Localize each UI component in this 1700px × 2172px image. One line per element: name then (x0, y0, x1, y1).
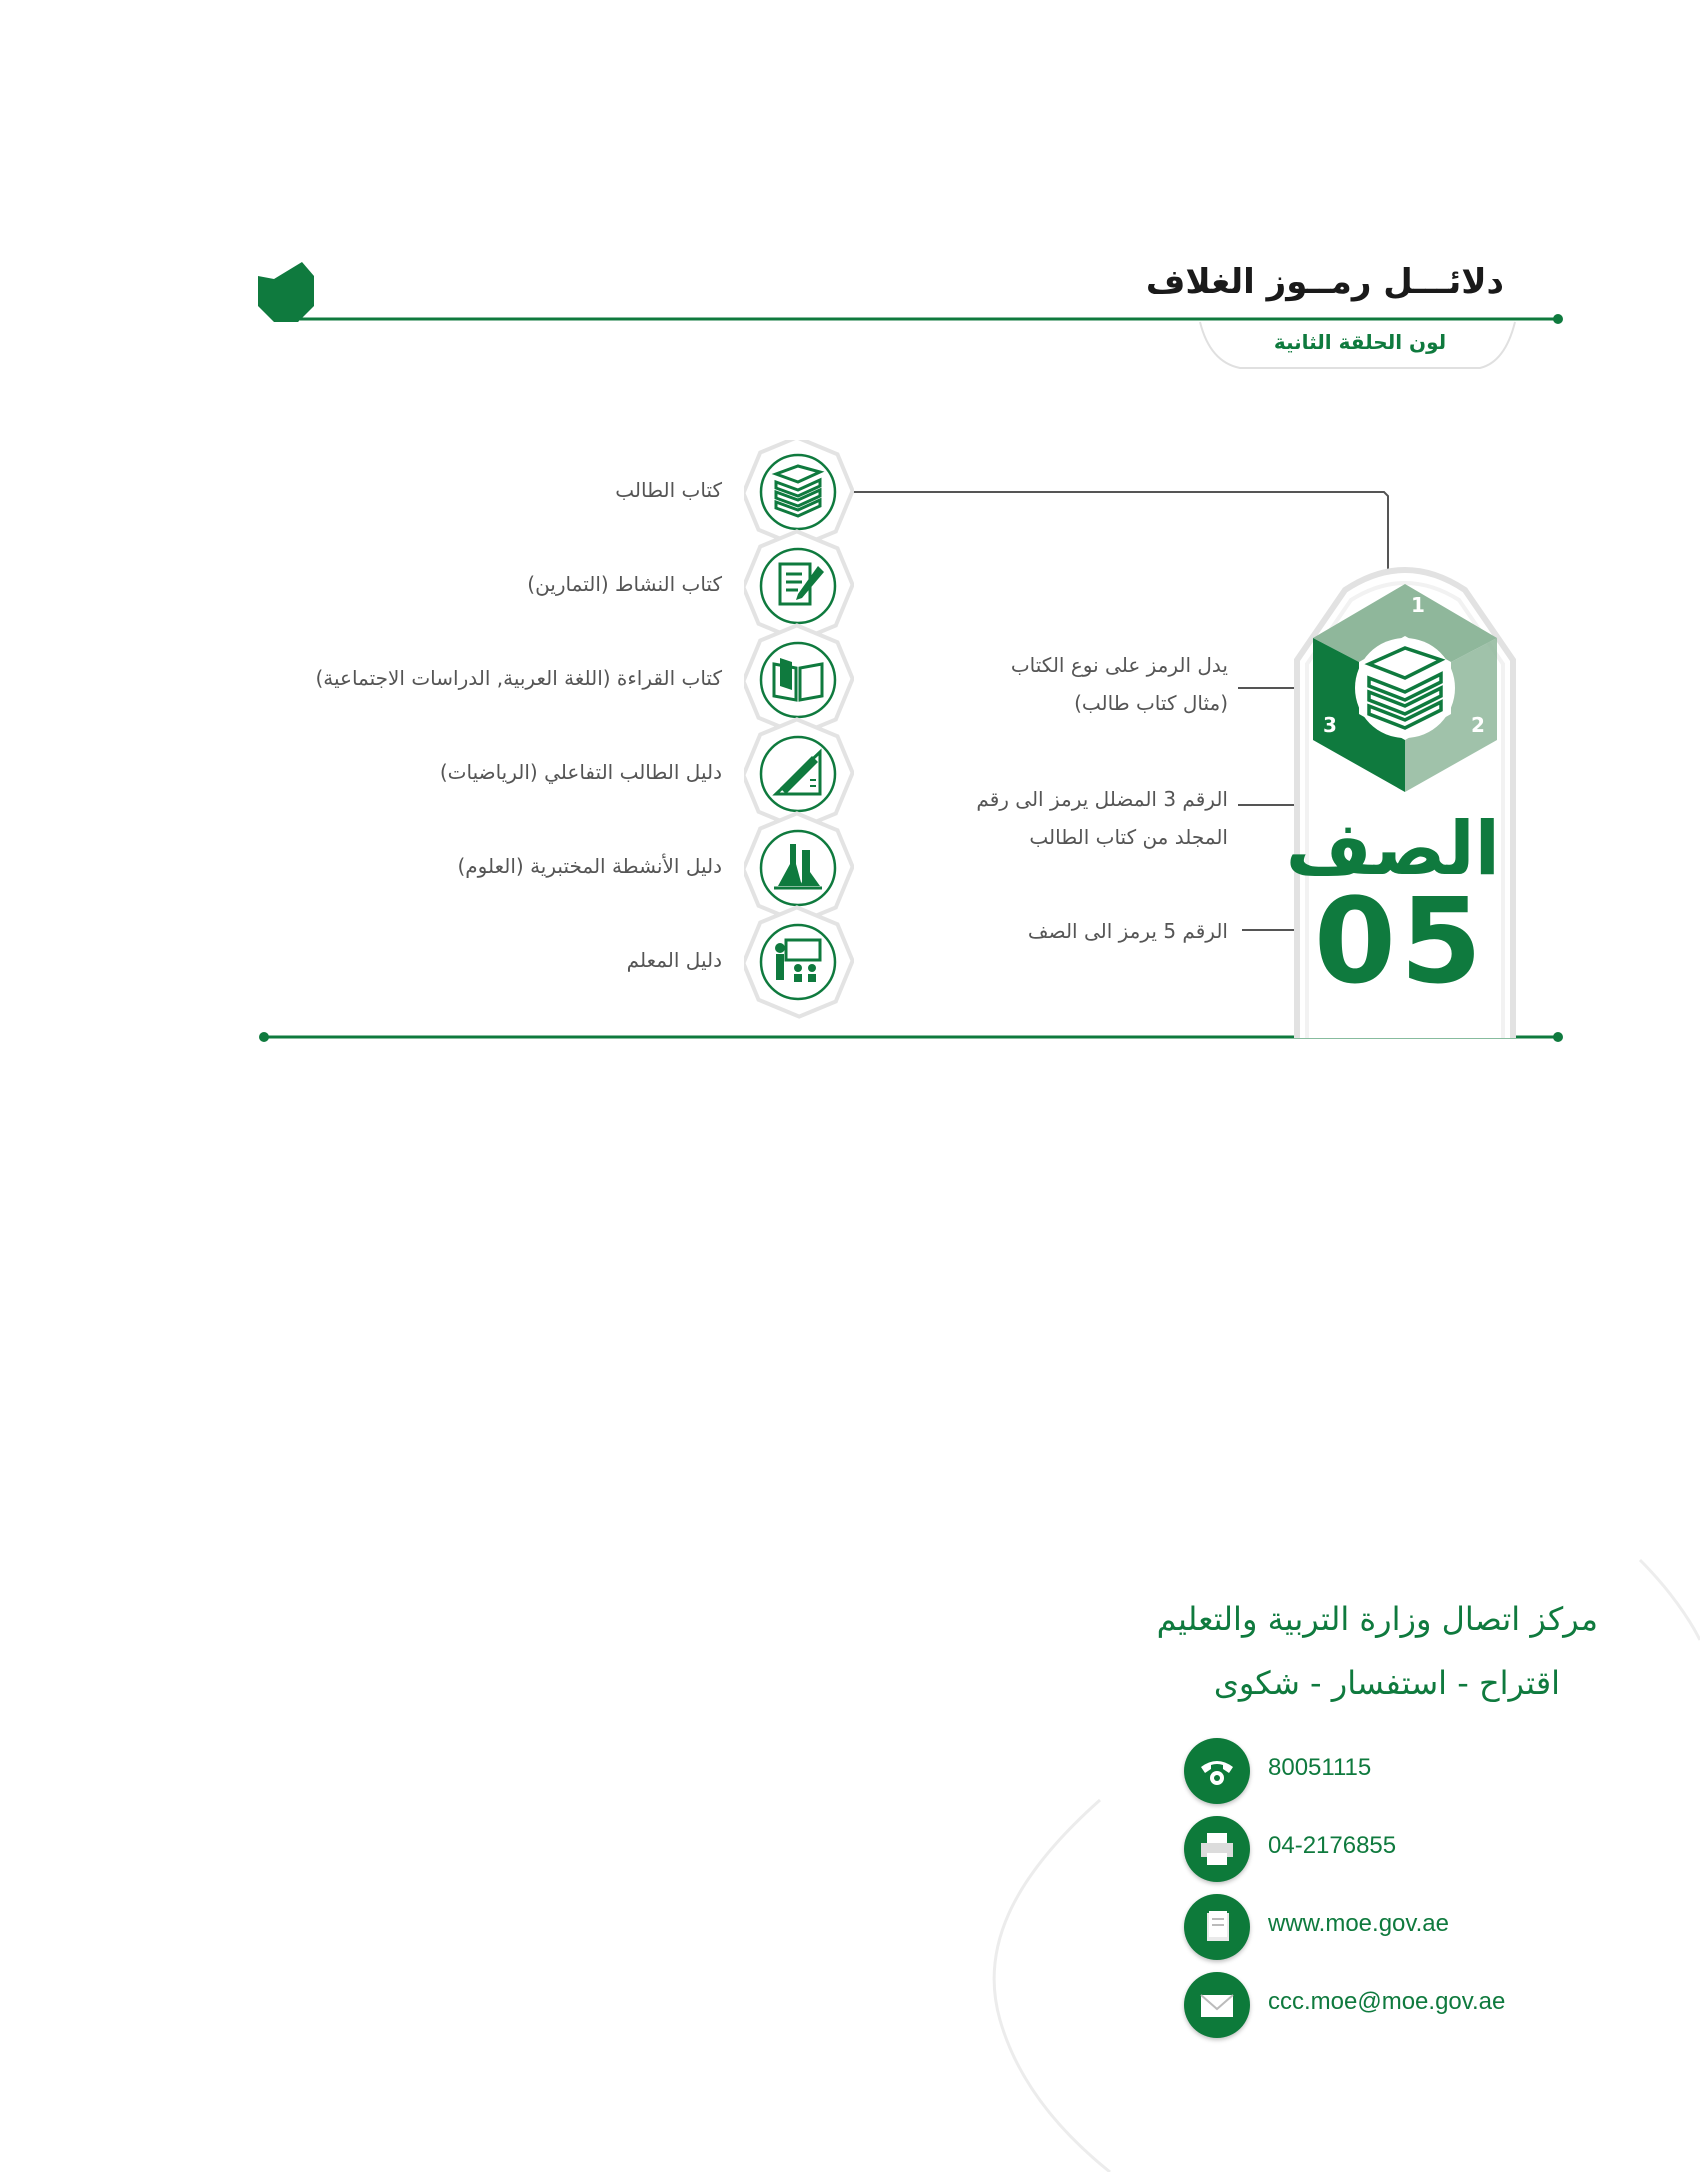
book-type-icons (744, 440, 854, 1020)
phone-number[interactable]: 80051115 (1268, 1754, 1372, 1781)
website-link[interactable]: www.moe.gov.ae (1268, 1910, 1449, 1937)
contact-website (1184, 1894, 1584, 1960)
header-subtitle: لون الحلقة الثانية (1273, 330, 1447, 354)
contact-center-title: مركز اتصال وزارة التربية والتعليم (1156, 1600, 1598, 1638)
book-type-label: دليل المعلم (626, 948, 722, 972)
book-type-label: كتاب الطالب (615, 478, 722, 502)
fax-number[interactable]: 04-2176855 (1268, 1832, 1397, 1859)
book-type-label: كتاب القراءة (اللغة العربية, الدراسات الاجتماعية) (315, 666, 722, 690)
annotation-grade-number: الرقم 5 يرمز الى الصف (1027, 919, 1228, 943)
email-icon (1184, 1972, 1250, 2038)
segment-label-3: 3 (1323, 713, 1337, 737)
contact-email (1184, 1972, 1584, 2038)
teacher-board-icon (744, 897, 854, 1020)
book-type-label: دليل الأنشطة المختبرية (العلوم) (457, 854, 722, 878)
contact-fax (1184, 1816, 1584, 1882)
phone-icon (1184, 1738, 1250, 1804)
fax-icon (1184, 1816, 1250, 1882)
segment-label-1: 1 (1411, 593, 1425, 617)
website-icon (1184, 1894, 1250, 1960)
book-type-label: دليل الطالب التفاعلي (الرياضيات) (439, 760, 722, 784)
book-type-label: كتاب النشاط (التمارين) (527, 572, 722, 596)
annotation-volume-number: الرقم 3 المضلل يرمز الى رقم المجلد من كتاب الطالب (976, 787, 1228, 849)
contact-center-subtitle: اقتراح - استفسار - شكوى (1213, 1664, 1560, 1702)
contact-phone (1184, 1738, 1584, 1804)
email-link[interactable]: ccc.moe@moe.gov.ae (1268, 1988, 1506, 2015)
grade-number: 05 (1313, 872, 1487, 1010)
page-title: دلائـــل رمــوز الغلاف (1145, 262, 1504, 302)
annotation-book-type: يدل الرمز على نوع الكتاب (مثال كتاب طالب) (1010, 653, 1228, 715)
grade-word: الصف (1285, 806, 1500, 892)
segment-label-2: 2 (1471, 713, 1485, 737)
